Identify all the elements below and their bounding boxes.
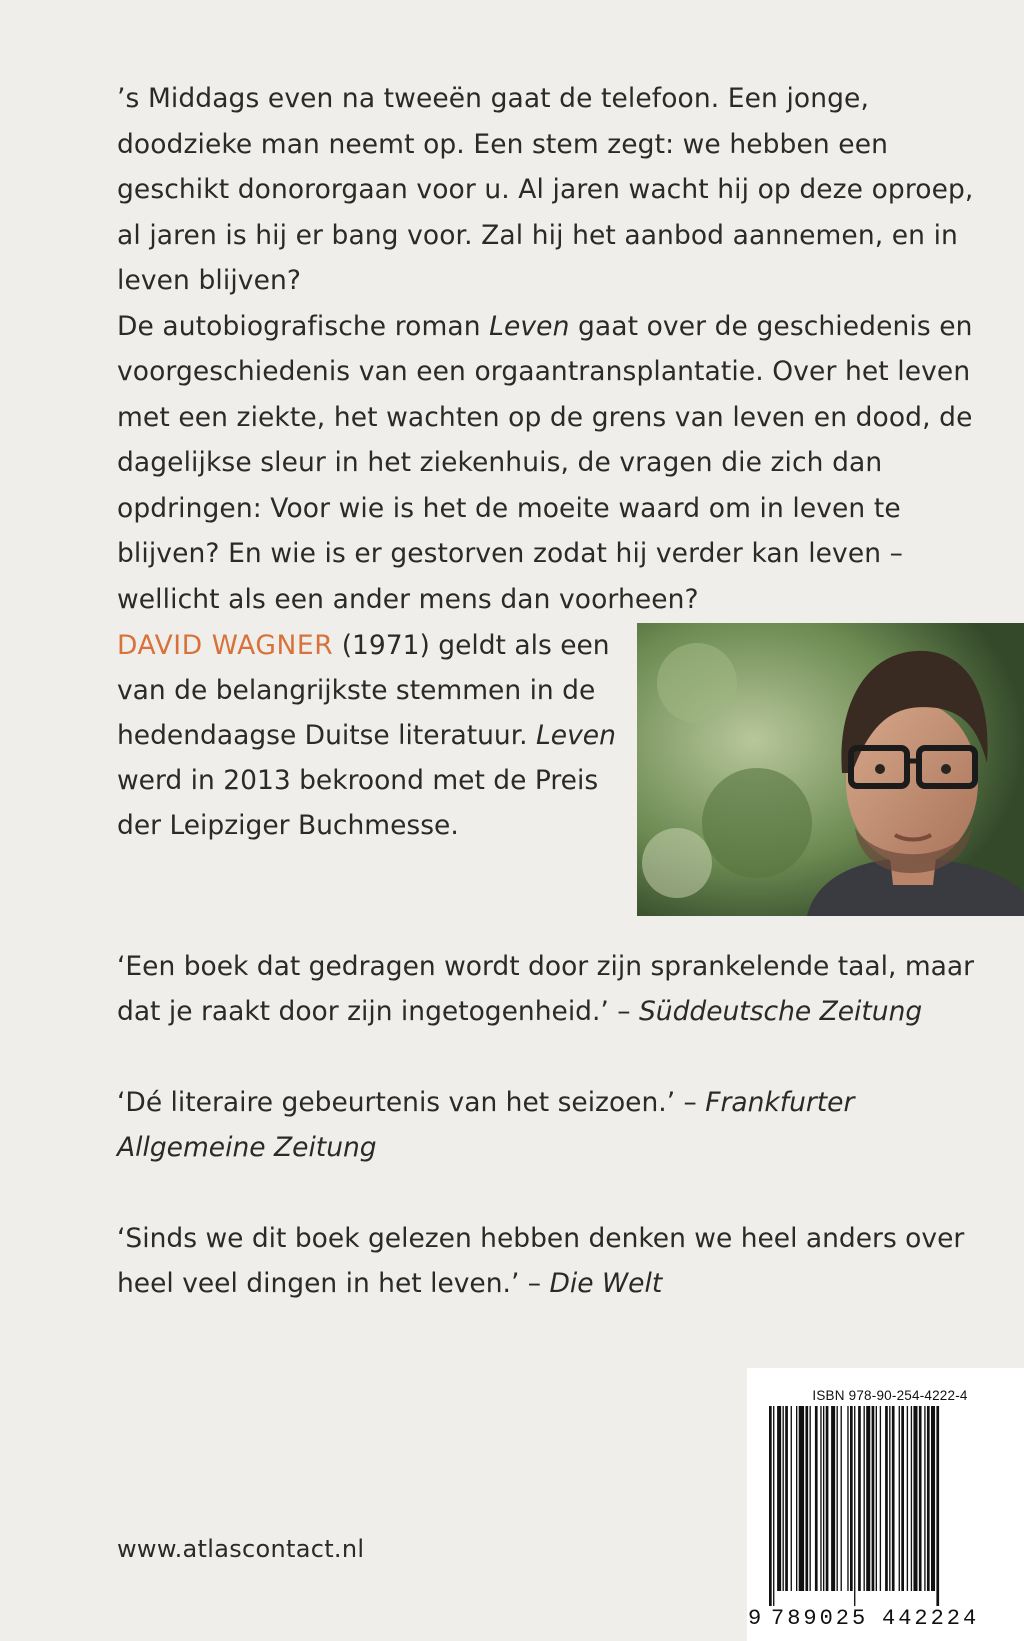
barcode-bar <box>864 1406 865 1591</box>
barcode-bar <box>931 1406 935 1591</box>
barcode-bar <box>826 1406 829 1591</box>
isbn-label: ISBN 978-90-254-4222-4 <box>812 1388 968 1403</box>
barcode-bar <box>783 1406 784 1591</box>
barcode-bar <box>913 1406 917 1591</box>
barcode-digit-first: 9 <box>748 1606 762 1631</box>
blurb-paragraph-1: ’s Middags even na tweeën gaat de telefoon. Een jonge, doodzieke man neemt op. Een stem zegt: we hebben een geschikt donororgaan voor u. Al jaren wacht hij op deze oproep, al jaren is hij er bang voor. Zal hij het aanbod aannemen, en in leven blijven? <box>117 83 974 296</box>
barcode-bar <box>901 1406 904 1591</box>
barcode-bar <box>880 1406 881 1591</box>
barcode-bar <box>858 1406 861 1591</box>
quote-source: Süddeutsche Zeitung <box>638 996 923 1027</box>
quote-text: ‘Sinds we dit boek gelezen hebben denken we heel anders over heel veel dingen in het leven.’ – <box>117 1223 965 1299</box>
barcode-bar <box>769 1406 772 1606</box>
barcode-bar <box>847 1406 848 1591</box>
barcode-bar <box>820 1406 821 1591</box>
barcode-bar <box>936 1406 939 1606</box>
quote-source: Frankfurter Allgemeine Zeitung <box>117 1087 855 1163</box>
barcode-digits-right: 442224 <box>882 1606 980 1631</box>
barcode-bar <box>815 1406 818 1591</box>
barcode-bar <box>773 1406 774 1606</box>
quote-text: ‘Een boek dat gedragen wordt door zijn sprankelende taal, maar dat je raakt door zijn ingetogenheid.’ – <box>117 951 975 1027</box>
quote-source: Die Welt <box>549 1268 663 1299</box>
barcode-bar <box>899 1406 900 1591</box>
blurb-p2-end: gaat over de geschiedenis en voorgeschiedenis van een orgaantransplantatie. Over het leven met een ziekte, het wachten op de grens van leven en dood, de dagelijkse sleur in het ziekenhuis, de vragen die zich dan opdringen: Voor wie is het de moeite waard om in leven te blijven? En wie is er gestorven zodat hij verder kan leven – wellicht als een ander mens dan voorheen? <box>117 310 973 615</box>
barcode-bars <box>763 1406 1008 1606</box>
barcode-bar <box>791 1406 792 1591</box>
barcode-bar <box>892 1406 895 1591</box>
barcode-bar <box>924 1406 925 1591</box>
author-bio <box>117 623 637 848</box>
blurb <box>117 76 997 622</box>
barcode-bar <box>872 1406 875 1591</box>
barcode-bar <box>885 1406 888 1591</box>
author-bio-text-2: werd in 2013 bekroond met de Preis der Leipziger Buchmesse. <box>117 765 599 841</box>
barcode-digits-left: 789025 <box>771 1606 869 1631</box>
author-bio-text-1: (1971) geldt als een van de belangrijkste stemmen in de hedendaagse Duitse literatuur. <box>117 630 610 751</box>
author-portrait-illustration <box>637 623 1024 916</box>
barcode-bar <box>854 1406 855 1606</box>
barcode-bar <box>911 1406 912 1591</box>
barcode-bar <box>777 1406 781 1591</box>
barcode-bar <box>796 1406 797 1591</box>
author-name: DAVID WAGNER <box>117 630 334 661</box>
barcode-bar <box>837 1406 838 1591</box>
barcode-bar <box>785 1406 788 1591</box>
book-title: Leven <box>489 310 570 342</box>
barcode-bar <box>831 1406 835 1591</box>
barcode-bar <box>919 1406 922 1591</box>
author-bio-book-title: Leven <box>536 720 616 751</box>
blurb-p2-start: De autobiografische roman <box>117 310 490 342</box>
review-quote-3 <box>117 1216 997 1306</box>
review-quote-1 <box>117 944 997 1034</box>
isbn-barcode <box>747 1368 1024 1641</box>
publisher-url[interactable]: www.atlascontact.nl <box>117 1535 365 1563</box>
barcode-bar <box>889 1406 890 1591</box>
author-photo <box>637 623 1024 916</box>
barcode-bar <box>810 1406 811 1591</box>
barcode-bar <box>841 1406 842 1591</box>
barcode-bar <box>823 1406 824 1591</box>
barcode-bar <box>805 1406 808 1591</box>
review-quote-2 <box>117 1080 997 1170</box>
barcode-bar <box>927 1406 930 1591</box>
barcode-bar <box>866 1406 870 1591</box>
barcode-bar <box>799 1406 804 1591</box>
barcode-bar <box>850 1406 853 1591</box>
barcode-bar <box>876 1406 877 1591</box>
blurb-paragraph-2 <box>117 304 997 623</box>
barcode-bar <box>907 1406 908 1591</box>
quote-text: ‘Dé literaire gebeurtenis van het seizoen.’ – <box>117 1087 706 1118</box>
